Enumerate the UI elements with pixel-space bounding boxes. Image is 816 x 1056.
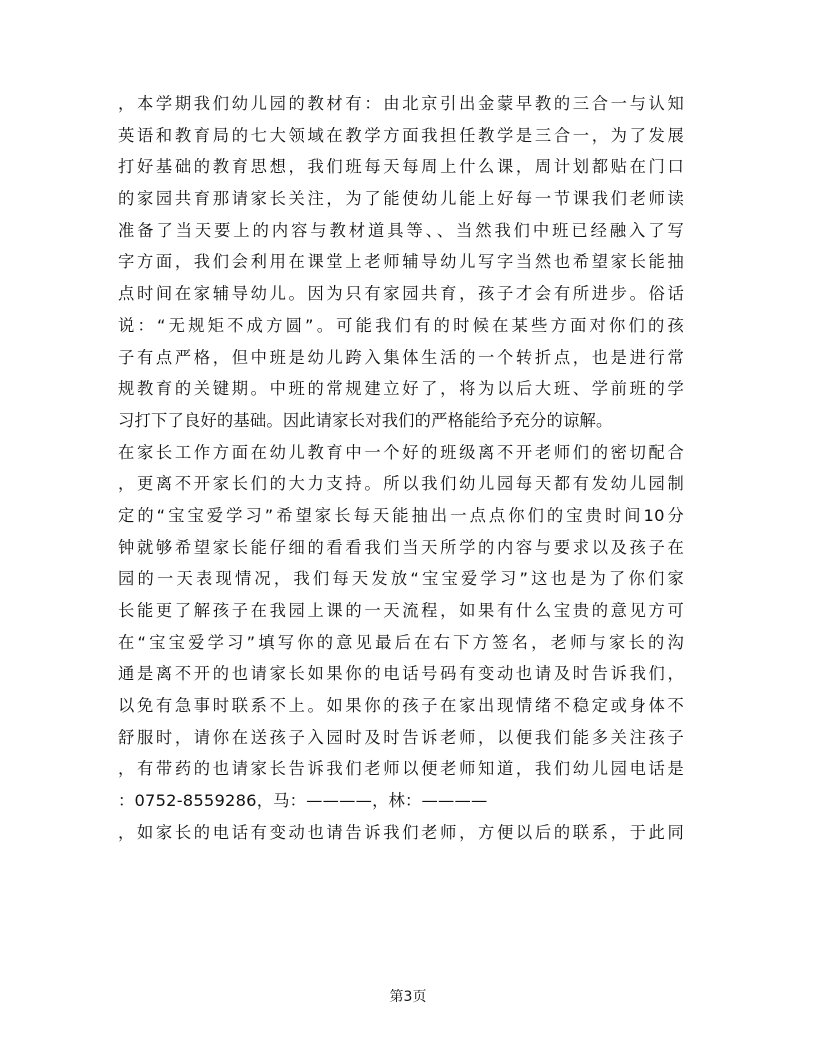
- text-line: 习打下了良好的基础。因此请家长对我们的严格能给予充分的谅解。: [118, 410, 613, 430]
- text-line: 长能更了解孩子在我园上课的一天流程，如果有什么宝贵的意见方可: [118, 601, 684, 620]
- body-text: [118, 88, 684, 849]
- text-line: ：0752-8559286，马：————，林：————: [118, 791, 488, 811]
- text-line: ，如家长的电话有变动也请告诉我们老师，方便以后的联系，于此同: [118, 822, 684, 842]
- text-line: 舒服时，请你在送孩子入园时及时告诉老师，以便我们能多关注孩子: [118, 727, 684, 747]
- text-line: 英语和教育局的七大领域在教学方面我担任教学是三合一，为了发展: [118, 125, 684, 145]
- text-line: ，本学期我们幼儿园的教材有：由北京引出金蒙早教的三合一与认知: [118, 94, 684, 113]
- text-line: 以免有急事时联系不上。如果你的孩子在家出现情绪不稳定或身体不: [118, 696, 684, 716]
- text-line: 规教育的关键期。中班的常规建立好了，将为以后大班、学前班的学: [118, 379, 684, 399]
- text-line: 字方面，我们会利用在课堂上老师辅导幼儿写字当然也希望家长能抽: [118, 252, 684, 272]
- text-line: 打好基础的教育思想，我们班每天每周上什么课，周计划都贴在门口: [118, 157, 684, 177]
- page-number: 第3页: [389, 989, 427, 1005]
- text-line: ，有带药的也请家长告诉我们老师以便老师知道，我们幼儿园电话是: [118, 759, 684, 779]
- text-line: 在“宝宝爱学习”填写你的意见最后在右下方签名，老师与家长的沟: [118, 632, 684, 652]
- text-line: 的家园共育那请家长关注，为了能使幼儿能上好每一节课我们老师读: [118, 189, 684, 209]
- text-line: 说：“无规矩不成方圆”。可能我们有的时候在某些方面对你们的孩: [118, 315, 684, 335]
- text-line: 子有点严格，但中班是幼儿跨入集体生活的一个转折点，也是进行常: [118, 347, 684, 367]
- text-line: 钟就够希望家长能仔细的看看我们当天所学的内容与要求以及孩子在: [118, 537, 684, 557]
- text-line: 点时间在家辅导幼儿。因为只有家园共育，孩子才会有所进步。俗话: [118, 284, 684, 304]
- text-line: 园的一天表现情况，我们每天发放“宝宝爱学习”这也是为了你们家: [118, 569, 684, 589]
- text-line: 定的“宝宝爱学习”希望家长每天能抽出一点点你们的宝贵时间10分: [118, 505, 684, 525]
- text-line: 在家长工作方面在幼儿教育中一个好的班级离不开老师们的密切配合: [118, 442, 684, 462]
- text-line: 通是离不开的也请家长如果你的电话号码有变动也请及时告诉我们，: [118, 664, 684, 684]
- text-line: ，更离不开家长们的大力支持。所以我们幼儿园每天都有发幼儿园制: [118, 474, 684, 494]
- text-line: 准备了当天要上的内容与教材道具等、、当然我们中班已经融入了写: [118, 220, 684, 240]
